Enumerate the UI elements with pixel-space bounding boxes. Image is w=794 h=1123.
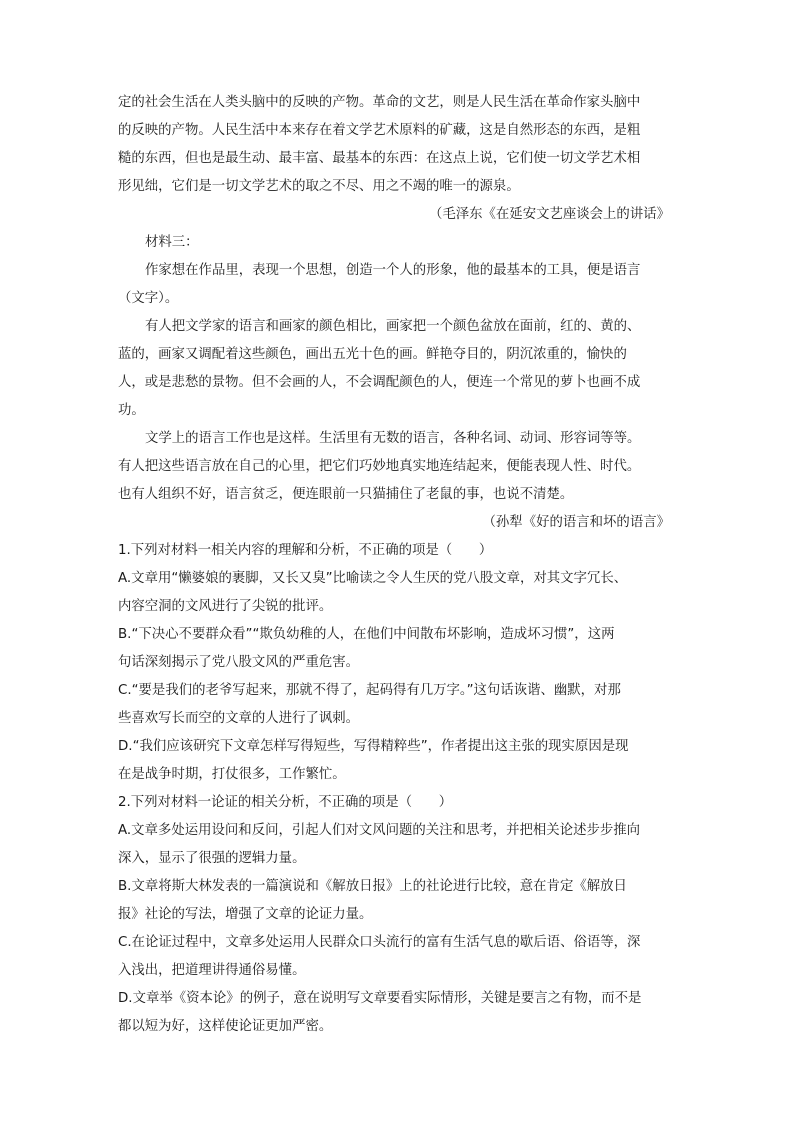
question1-option-d: 在是战争时期，打仗很多，工作繁忙。 <box>118 767 346 782</box>
material2-source: （毛泽东《在延安文艺座谈会上的讲话》 <box>428 207 670 222</box>
question1-option-c: C.“要是我们的老爷写起来，那就不得了，起码得有几万字。”这句话诙谐、幽默，对那 <box>118 683 621 698</box>
material3-source: （孙犁《好的语言和坏的语言》 <box>482 515 670 530</box>
material2-line: 定的社会生活在人类头脑中的反映的产物。革命的文艺，则是人民生活在革命作家头脑中 <box>118 95 641 110</box>
question1-option-a: A.文章用“懒婆娘的裹脚，又长又臭”比喻读之令人生厌的党八股文章，对其文字冗长、 <box>118 571 628 586</box>
question1-option-d: D.“我们应该研究下文章怎样写得短些，写得精粹些”，作者提出这主张的现实原因是现 <box>118 739 629 754</box>
material3-line: 文学上的语言工作也是这样。生活里有无数的语言，各种名词、动词、形容词等等。 <box>145 431 641 446</box>
material2-line: 形见绌，它们是一切文学艺术的取之不尽、用之不竭的唯一的源泉。 <box>118 179 520 194</box>
question2-option-a: 深入，显示了很强的逻辑力量。 <box>118 851 306 866</box>
material3-line: 作家想在作品里，表现一个思想，创造一个人的形象，他的最基本的工具，便是语言 <box>145 263 641 278</box>
question2-option-b: 报》社论的写法，增强了文章的论证力量。 <box>118 907 373 922</box>
material3-line: 也有人组织不好，语言贫乏，便连眼前一只猫捕住了老鼠的事，也说不清楚。 <box>118 487 574 502</box>
question1-option-a: 内容空洞的文风进行了尖锐的批评。 <box>118 599 333 614</box>
material2-line: 糙的东西，但也是最生动、最丰富、最基本的东西：在这点上说，它们使一切文学艺术相 <box>118 151 641 166</box>
material2-line: 的反映的产物。人民生活中本来存在着文学艺术原料的矿藏，这是自然形态的东西，是粗 <box>118 123 641 138</box>
question1-option-b: 句话深刻揭示了党八股文风的严重危害。 <box>118 655 360 670</box>
question2-option-d: D.文章举《资本论》的例子，意在说明写文章要看实际情形，关键是要言之有物，而不是 <box>118 991 642 1006</box>
material3-line: 功。 <box>118 403 145 418</box>
question1-option-b: B.“下决心不要群众看”“欺负幼稚的人，在他们中间散布坏影响，造成坏习惯”，这两 <box>118 627 615 642</box>
question1-option-c: 些喜欢写长而空的文章的人进行了讽刺。 <box>118 711 360 726</box>
material3-line: 有人把文学家的语言和画家的颜色相比，画家把一个颜色盆放在面前，红的、黄的、 <box>145 319 641 334</box>
question1-stem: 1.下列对材料一相关内容的理解和分析，不正确的项是（ ） <box>118 543 493 558</box>
question2-option-a: A.文章多处运用设问和反问，引起人们对文风问题的关注和思考，并把相关论述步步推向 <box>118 823 641 838</box>
material3-line: （文字）。 <box>118 291 179 306</box>
question2-option-c: 入浅出，把道理讲得通俗易懂。 <box>118 963 306 978</box>
question2-option-b: B.文章将斯大林发表的一篇演说和《解放日报》上的社论进行比较，意在肯定《解放日 <box>118 879 627 894</box>
question2-option-c: C.在论证过程中，文章多处运用人民群众口头流行的富有生活气息的歇后语、俗语等，深 <box>118 935 641 950</box>
material3-line: 蓝的，画家又调配着这些颜色，画出五光十色的画。鲜艳夺目的，阴沉浓重的，愉快的 <box>118 347 627 362</box>
material3-line: 有人把这些语言放在自己的心里，把它们巧妙地真实地连结起来，便能表现人性、时代。 <box>118 459 641 474</box>
question2-option-d: 都以短为好，这样使论证更加严密。 <box>118 1019 333 1034</box>
question2-stem: 2.下列对材料一论证的相关分析，不正确的项是（ ） <box>118 795 453 810</box>
material3-heading: 材料三： <box>145 235 199 250</box>
material3-line: 人，或是悲愁的景物。但不会画的人，不会调配颜色的人，便连一个常见的萝卜也画不成 <box>118 375 641 390</box>
